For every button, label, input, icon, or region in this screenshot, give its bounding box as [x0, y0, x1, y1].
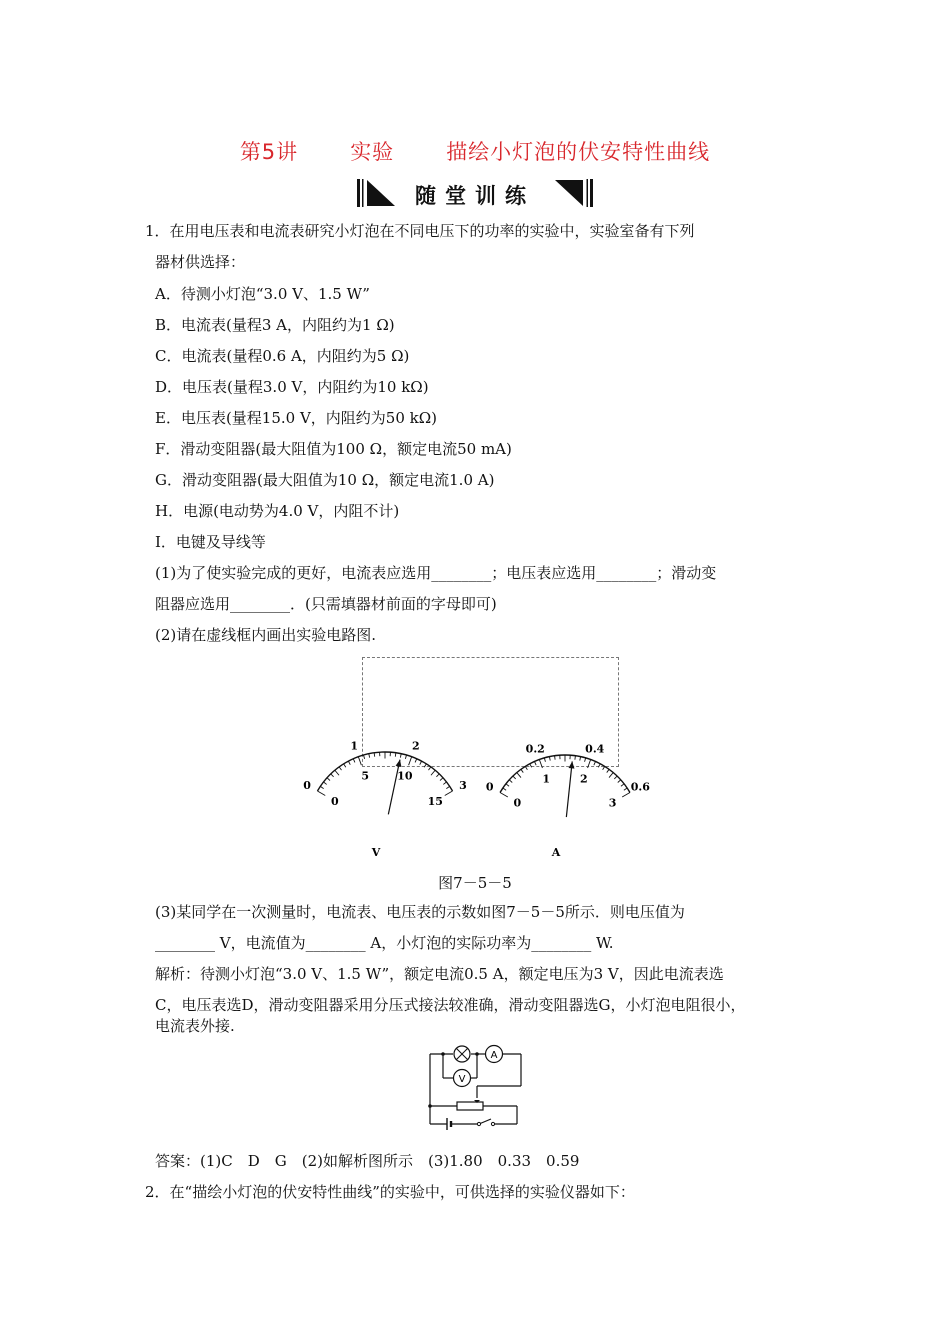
voltmeter-tick: [339, 767, 341, 770]
q1-answer: 答案：(1)C D G (2)如解析图所示 (3)1.80 0.33 0.59: [155, 1152, 580, 1170]
voltmeter-tick: [374, 753, 375, 757]
q1-option-h: H．电源(电动势为4.0 V，内阻不计): [155, 502, 400, 520]
circuit-voltmeter-label: V: [458, 1074, 466, 1085]
ammeter-tick: [609, 773, 613, 778]
voltmeter-tick: [395, 753, 396, 757]
q1-option-c: C．电流表(量程0.6 A，内阻约为5 Ω): [155, 347, 410, 365]
section-banner: 随堂训练: [415, 184, 535, 208]
q1-option-a: A．待测小灯泡“3.0 V、1.5 W”: [155, 285, 370, 303]
ammeter-inner-tick-label: 0: [513, 796, 522, 810]
q1-analysis-line3: 电流表外接.: [155, 1017, 235, 1035]
voltmeter-tick: [445, 791, 453, 796]
ammeter-tick: [555, 756, 556, 760]
ammeter-inner-tick-label: 3: [608, 796, 617, 810]
voltmeter-unit-label: V: [371, 846, 381, 859]
voltmeter-outer-tick-label: 2: [411, 739, 420, 753]
circuit-diagram: [415, 1040, 525, 1140]
voltmeter-tick: [317, 791, 325, 796]
ammeter-unit-label: A: [551, 846, 561, 859]
voltmeter-tick: [353, 759, 355, 763]
voltmeter-tick: [335, 770, 339, 775]
q1-option-i: I．电键及导线等: [155, 533, 266, 551]
circuit-drawing-box[interactable]: [362, 657, 619, 767]
ammeter-tick: [607, 769, 609, 772]
voltmeter-tick: [443, 782, 446, 784]
ammeter-tick: [506, 784, 509, 786]
voltmeter-tick: [358, 757, 361, 765]
q1-sub2: (2)请在虚线框内画出实验电路图.: [155, 626, 377, 644]
q1-option-e: E．电压表(量程15.0 V，内阻约为50 kΩ): [155, 409, 438, 427]
ammeter-outer-tick-label: 0.6: [630, 780, 650, 794]
q1-analysis-line1: 解析：待测小灯泡“3.0 V、1.5 W”，额定电流0.5 A，额定电压为3 V，因此电流表选: [155, 965, 724, 983]
ammeter-outer-tick-label: 0.2: [525, 742, 545, 756]
ammeter-tick: [500, 793, 508, 798]
voltmeter-tick: [320, 786, 323, 788]
q1-sub1-line2: 阻器应选用________．(只需填器材前面的字母即可): [155, 595, 497, 613]
meter-figure: [295, 739, 655, 866]
ammeter-tick: [509, 780, 512, 783]
ammeter-tick: [513, 776, 516, 779]
voltmeter-tick: [431, 770, 435, 775]
voltmeter-tick: [324, 782, 327, 784]
voltmeter-inner-tick-label: 10: [397, 769, 413, 783]
ammeter-tick: [521, 769, 523, 772]
voltmeter-tick: [344, 764, 346, 767]
q1-option-f: F．滑动变阻器(最大阻值为100 Ω，额定电流50 mA): [155, 440, 512, 458]
voltmeter-tick: [327, 778, 330, 781]
experiment-label: 实验: [350, 140, 395, 164]
ammeter-tick: [614, 776, 617, 779]
voltmeter-tick: [440, 778, 443, 781]
voltmeter-inner-tick-label: 15: [427, 795, 443, 808]
voltmeter-outer-tick-label: 1: [350, 739, 359, 753]
q1-option-d: D．电压表(量程3.0 V，内阻约为10 kΩ): [155, 378, 429, 396]
ammeter-inner-tick-label: 1: [542, 772, 551, 786]
ammeter-tick: [624, 788, 627, 790]
ammeter-tick: [503, 788, 506, 790]
q1-analysis-line2: C，电压表选D，滑动变阻器采用分压式接法较准确，滑动变阻器选G，小灯泡电阻很小，: [155, 996, 746, 1014]
voltmeter-outer-tick-label: 0: [303, 779, 311, 792]
ammeter-tick: [575, 756, 576, 760]
ammeter-tick: [621, 784, 624, 786]
ammeter-needle: [566, 761, 572, 817]
q1-option-b: B．电流表(量程3 A，内阻约为1 Ω): [155, 316, 395, 334]
ammeter-tick: [517, 773, 521, 778]
q1-sub1-line1: (1)为了使实验完成的更好，电流表应选用________；电压表应选用________；滑动变: [155, 564, 717, 582]
voltmeter-inner-tick-label: 5: [361, 769, 369, 783]
voltmeter-tick: [446, 786, 449, 788]
page-title: [0, 136, 950, 166]
ammeter-outer-tick-label: 0: [485, 780, 494, 794]
voltmeter-inner-tick-label: 0: [330, 795, 339, 808]
q1-stem-line2: 器材供选择：: [155, 253, 246, 271]
ammeter-inner-tick-label: 2: [579, 772, 588, 786]
figure-caption: 图7－5－5: [438, 874, 512, 892]
experiment-topic: 描绘小灯泡的伏安特性曲线: [446, 140, 711, 164]
ammeter-tick: [622, 793, 630, 798]
q2-stem: 2．在“描绘小灯泡的伏安特性曲线”的实验中，可供选择的实验仪器如下：: [145, 1183, 635, 1201]
voltmeter-tick: [331, 774, 334, 777]
circuit-ammeter-label: A: [490, 1050, 498, 1061]
q1-sub3-line2: ________ V，电流值为________ A，小灯泡的实际功率为________ W.: [155, 934, 614, 952]
q1-option-g: G．滑动变阻器(最大阻值为10 Ω，额定电流1.0 A): [155, 471, 495, 489]
voltmeter-tick: [348, 761, 350, 765]
voltmeter-outer-tick-label: 3: [459, 779, 467, 792]
voltmeter-tick: [436, 774, 439, 777]
voltmeter-tick: [428, 767, 430, 770]
lecture-number: 第5讲: [239, 140, 299, 164]
q1-sub3-line1: (3)某同学在一次测量时，电流表、电压表的示数如图7－5－5所示．则电压值为: [155, 903, 685, 921]
ammeter-tick: [618, 780, 621, 783]
q1-stem-line1: 1．在用电压表和电流表研究小灯泡在不同电压下的功率的实验中，实验室备有下列: [145, 222, 695, 240]
voltmeter-needle: [388, 760, 400, 815]
ammeter-outer-tick-label: 0.4: [585, 742, 605, 756]
